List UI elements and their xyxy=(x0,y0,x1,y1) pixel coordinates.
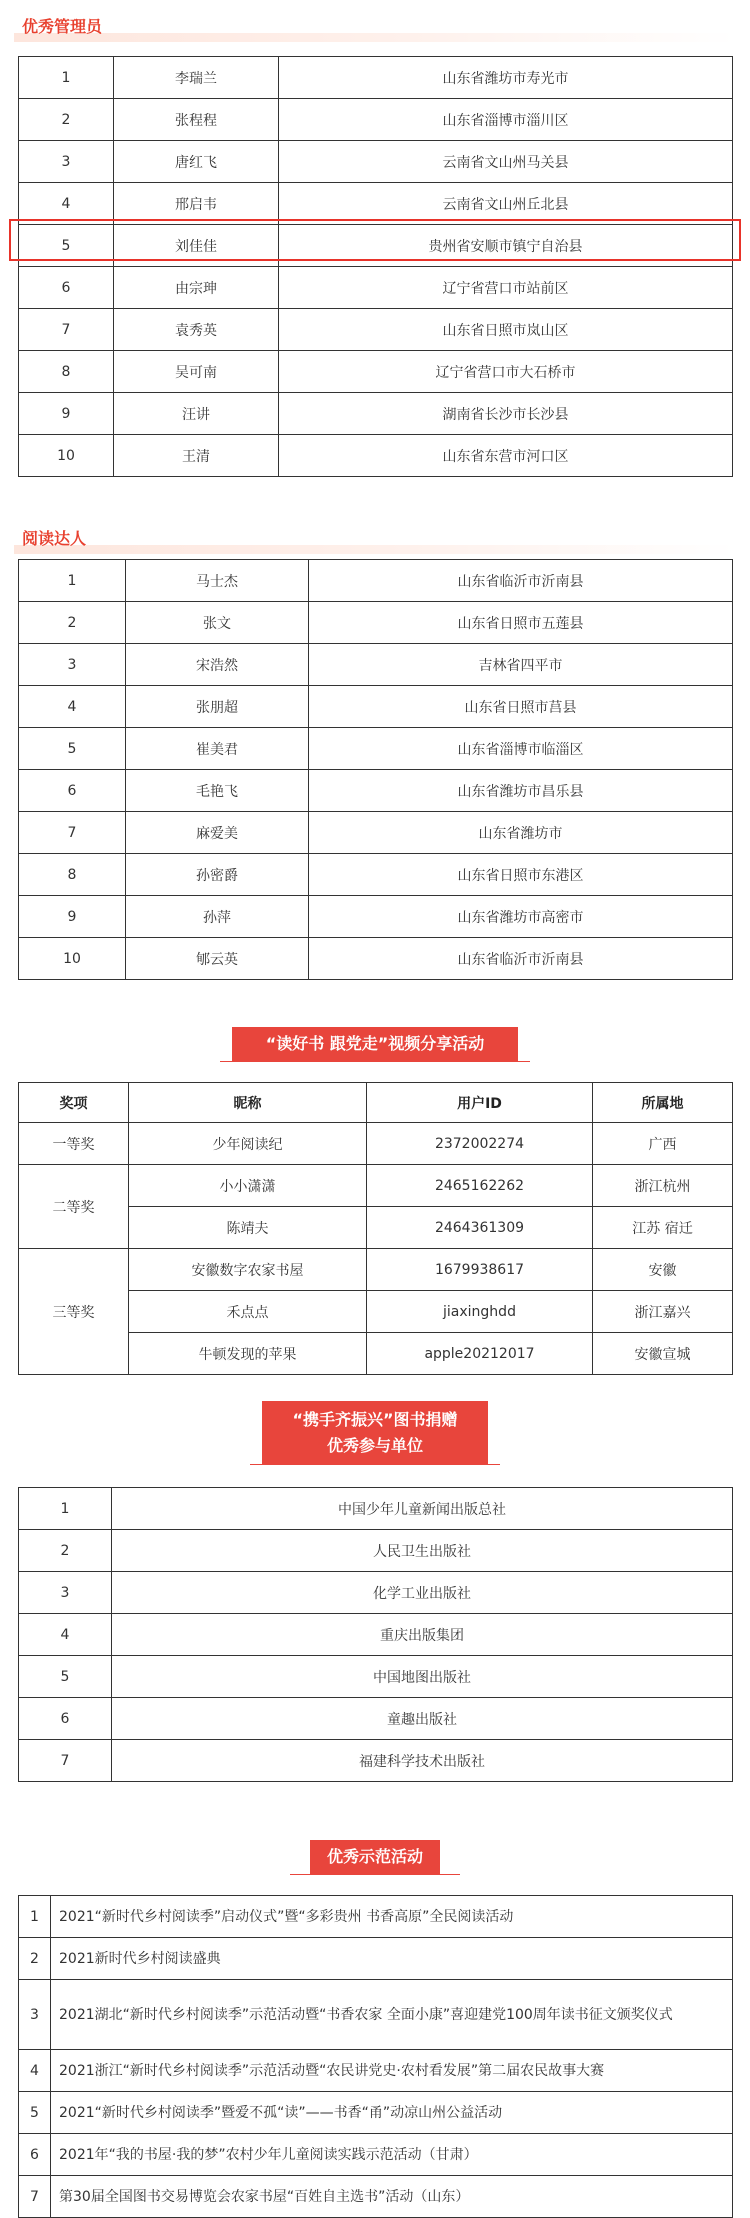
section-underline xyxy=(14,545,736,554)
uid-cell: jiaxinghdd xyxy=(367,1291,593,1333)
row-number: 4 xyxy=(19,686,126,728)
table-row xyxy=(19,309,733,351)
row-number: 9 xyxy=(19,393,114,435)
row-number: 1 xyxy=(19,1488,112,1530)
table-row xyxy=(19,1572,733,1614)
row-number: 9 xyxy=(19,896,126,938)
column-header: 奖项 xyxy=(19,1083,129,1123)
table-row xyxy=(19,2176,733,2218)
row-number: 7 xyxy=(19,2176,51,2218)
row-number: 6 xyxy=(19,770,126,812)
name-cell: 袁秀英 xyxy=(114,309,279,351)
section-title: 优秀管理员 xyxy=(22,17,103,36)
place-cell: 云南省文山州丘北县 xyxy=(279,183,733,225)
column-header: 用户ID xyxy=(367,1083,593,1123)
place-cell: 山东省潍坊市寿光市 xyxy=(279,57,733,99)
row-number: 1 xyxy=(19,57,114,99)
row-number: 7 xyxy=(19,812,126,854)
name-cell: 毛艳飞 xyxy=(126,770,309,812)
table-row xyxy=(19,938,733,980)
uid-cell: 2464361309 xyxy=(367,1207,593,1249)
table-row xyxy=(19,644,733,686)
activity-cell: 2021浙江“新时代乡村阅读季”示范活动暨“农民讲党史·农村看发展”第二届农民故事大赛 xyxy=(51,2050,733,2092)
column-header: 昵称 xyxy=(129,1083,367,1123)
video-table xyxy=(18,1082,733,1375)
place-cell: 辽宁省营口市大石桥市 xyxy=(279,351,733,393)
table-row xyxy=(19,1488,733,1530)
nickname-cell: 小小潇潇 xyxy=(129,1165,367,1207)
table-row xyxy=(19,267,733,309)
table-header-row xyxy=(19,1083,733,1123)
row-number: 3 xyxy=(19,1980,51,2050)
table-row xyxy=(19,1249,733,1291)
column-header: 所属地 xyxy=(593,1083,733,1123)
row-number: 7 xyxy=(19,309,114,351)
place-cell: 贵州省安顺市镇宁自治县 xyxy=(279,225,733,267)
row-number: 4 xyxy=(19,1614,112,1656)
activity-cell: 2021新时代乡村阅读盛典 xyxy=(51,1938,733,1980)
demo-table xyxy=(18,1895,733,2218)
place-cell: 山东省淄博市淄川区 xyxy=(279,99,733,141)
table-row xyxy=(19,2134,733,2176)
name-cell: 崔美君 xyxy=(126,728,309,770)
section-title: 阅读达人 xyxy=(22,529,87,548)
table-row xyxy=(19,1740,733,1782)
activity-cell: 2021“新时代乡村阅读季”暨爱不孤“读”——书香“甬”动凉山州公益活动 xyxy=(51,2092,733,2134)
name-cell: 由宗珅 xyxy=(114,267,279,309)
region-cell: 安徽 xyxy=(593,1249,733,1291)
row-number: 3 xyxy=(19,141,114,183)
table-row xyxy=(19,812,733,854)
name-cell: 张朋超 xyxy=(126,686,309,728)
place-cell: 山东省淄博市临淄区 xyxy=(309,728,733,770)
banner-donation xyxy=(262,1401,488,1465)
table-row xyxy=(19,141,733,183)
table-row xyxy=(19,57,733,99)
name-cell: 孙萍 xyxy=(126,896,309,938)
banner-line xyxy=(290,1874,460,1875)
table-row xyxy=(19,99,733,141)
row-number: 8 xyxy=(19,351,114,393)
row-number: 5 xyxy=(19,225,114,267)
banner-demo: 优秀示范活动 xyxy=(310,1840,440,1874)
name-cell: 宋浩然 xyxy=(126,644,309,686)
region-cell: 广西 xyxy=(593,1123,733,1165)
row-number: 4 xyxy=(19,183,114,225)
name-cell: 马士杰 xyxy=(126,560,309,602)
place-cell: 山东省潍坊市昌乐县 xyxy=(309,770,733,812)
row-number: 6 xyxy=(19,1698,112,1740)
row-number: 7 xyxy=(19,1740,112,1782)
row-number: 2 xyxy=(19,1530,112,1572)
table-row xyxy=(19,1614,733,1656)
table-row xyxy=(19,351,733,393)
table-row xyxy=(19,896,733,938)
uid-cell: 1679938617 xyxy=(367,1249,593,1291)
publisher-cell: 人民卫生出版社 xyxy=(112,1530,733,1572)
managers-table xyxy=(18,56,733,477)
name-cell: 唐红飞 xyxy=(114,141,279,183)
place-cell: 湖南省长沙市长沙县 xyxy=(279,393,733,435)
name-cell: 邢启韦 xyxy=(114,183,279,225)
place-cell: 辽宁省营口市站前区 xyxy=(279,267,733,309)
row-number: 2 xyxy=(19,1938,51,1980)
nickname-cell: 牛顿发现的苹果 xyxy=(129,1333,367,1375)
activity-cell: 2021湖北“新时代乡村阅读季”示范活动暨“书香农家 全面小康”喜迎建党100周年读书征文颁奖仪式 xyxy=(51,1980,733,2050)
donation-table xyxy=(18,1487,733,1782)
publisher-cell: 童趣出版社 xyxy=(112,1698,733,1740)
place-cell: 云南省文山州马关县 xyxy=(279,141,733,183)
row-number: 5 xyxy=(19,2092,51,2134)
table-row xyxy=(19,770,733,812)
region-cell: 江苏 宿迁 xyxy=(593,1207,733,1249)
place-cell: 山东省日照市岚山区 xyxy=(279,309,733,351)
name-cell: 王清 xyxy=(114,435,279,477)
publisher-cell: 重庆出版集团 xyxy=(112,1614,733,1656)
publisher-cell: 中国少年儿童新闻出版总社 xyxy=(112,1488,733,1530)
table-row xyxy=(19,1896,733,1938)
publisher-cell: 福建科学技术出版社 xyxy=(112,1740,733,1782)
place-cell: 山东省日照市五莲县 xyxy=(309,602,733,644)
banner-video: “读好书 跟党走”视频分享活动 xyxy=(232,1027,518,1061)
table-row xyxy=(19,2050,733,2092)
place-cell: 山东省东营市河口区 xyxy=(279,435,733,477)
table-row xyxy=(19,1530,733,1572)
table-row xyxy=(19,1938,733,1980)
region-cell: 浙江杭州 xyxy=(593,1165,733,1207)
uid-cell: apple20212017 xyxy=(367,1333,593,1375)
table-row xyxy=(19,728,733,770)
place-cell: 山东省日照市莒县 xyxy=(309,686,733,728)
table-row xyxy=(19,1698,733,1740)
place-cell: 吉林省四平市 xyxy=(309,644,733,686)
banner-donation-line2: 优秀参与单位 xyxy=(326,1436,423,1455)
name-cell: 张程程 xyxy=(114,99,279,141)
row-number: 2 xyxy=(19,99,114,141)
uid-cell: 2372002274 xyxy=(367,1123,593,1165)
row-number: 8 xyxy=(19,854,126,896)
nickname-cell: 禾点点 xyxy=(129,1291,367,1333)
section-header-managers xyxy=(14,12,736,42)
publisher-cell: 中国地图出版社 xyxy=(112,1656,733,1698)
name-cell: 汪讲 xyxy=(114,393,279,435)
nickname-cell: 陈靖夫 xyxy=(129,1207,367,1249)
readers-table xyxy=(18,559,733,980)
award-cell: 二等奖 xyxy=(19,1165,129,1249)
table-row xyxy=(19,602,733,644)
table-row xyxy=(19,2092,733,2134)
highlight-box xyxy=(9,219,741,261)
table-row xyxy=(19,435,733,477)
name-cell: 麻爱美 xyxy=(126,812,309,854)
nickname-cell: 少年阅读纪 xyxy=(129,1123,367,1165)
name-cell: 张文 xyxy=(126,602,309,644)
row-number: 3 xyxy=(19,644,126,686)
table-row xyxy=(19,1980,733,2050)
name-cell: 李瑞兰 xyxy=(114,57,279,99)
banner-line xyxy=(220,1061,530,1062)
row-number: 5 xyxy=(19,728,126,770)
name-cell: 吴可南 xyxy=(114,351,279,393)
name-cell: 刘佳佳 xyxy=(114,225,279,267)
table-row xyxy=(19,1165,733,1207)
table-row xyxy=(19,1123,733,1165)
region-cell: 安徽宣城 xyxy=(593,1333,733,1375)
award-cell: 三等奖 xyxy=(19,1249,129,1375)
section-underline xyxy=(14,33,736,42)
table-row xyxy=(19,1656,733,1698)
place-cell: 山东省潍坊市高密市 xyxy=(309,896,733,938)
activity-cell: 2021“新时代乡村阅读季”启动仪式”暨“多彩贵州 书香高原”全民阅读活动 xyxy=(51,1896,733,1938)
place-cell: 山东省临沂市沂南县 xyxy=(309,560,733,602)
section-header-readers xyxy=(14,524,736,554)
banner-donation-line1: “携手齐振兴”图书捐赠 xyxy=(292,1410,458,1429)
place-cell: 山东省日照市东港区 xyxy=(309,854,733,896)
activity-cell: 2021年“我的书屋·我的梦”农村少年儿童阅读实践示范活动（甘肃） xyxy=(51,2134,733,2176)
row-number: 10 xyxy=(19,435,114,477)
row-number: 2 xyxy=(19,602,126,644)
row-number: 4 xyxy=(19,2050,51,2092)
row-number: 1 xyxy=(19,1896,51,1938)
table-row xyxy=(19,854,733,896)
award-cell: 一等奖 xyxy=(19,1123,129,1165)
row-number: 3 xyxy=(19,1572,112,1614)
row-number: 10 xyxy=(19,938,126,980)
row-number: 1 xyxy=(19,560,126,602)
nickname-cell: 安徽数字农家书屋 xyxy=(129,1249,367,1291)
row-number: 6 xyxy=(19,2134,51,2176)
activity-cell: 第30届全国图书交易博览会农家书屋“百姓自主选书”活动（山东） xyxy=(51,2176,733,2218)
name-cell: 孙密爵 xyxy=(126,854,309,896)
row-number: 6 xyxy=(19,267,114,309)
place-cell: 山东省临沂市沂南县 xyxy=(309,938,733,980)
table-row xyxy=(19,393,733,435)
publisher-cell: 化学工业出版社 xyxy=(112,1572,733,1614)
name-cell: 郇云英 xyxy=(126,938,309,980)
row-number: 5 xyxy=(19,1656,112,1698)
table-row xyxy=(19,560,733,602)
table-row xyxy=(19,686,733,728)
place-cell: 山东省潍坊市 xyxy=(309,812,733,854)
region-cell: 浙江嘉兴 xyxy=(593,1291,733,1333)
uid-cell: 2465162262 xyxy=(367,1165,593,1207)
